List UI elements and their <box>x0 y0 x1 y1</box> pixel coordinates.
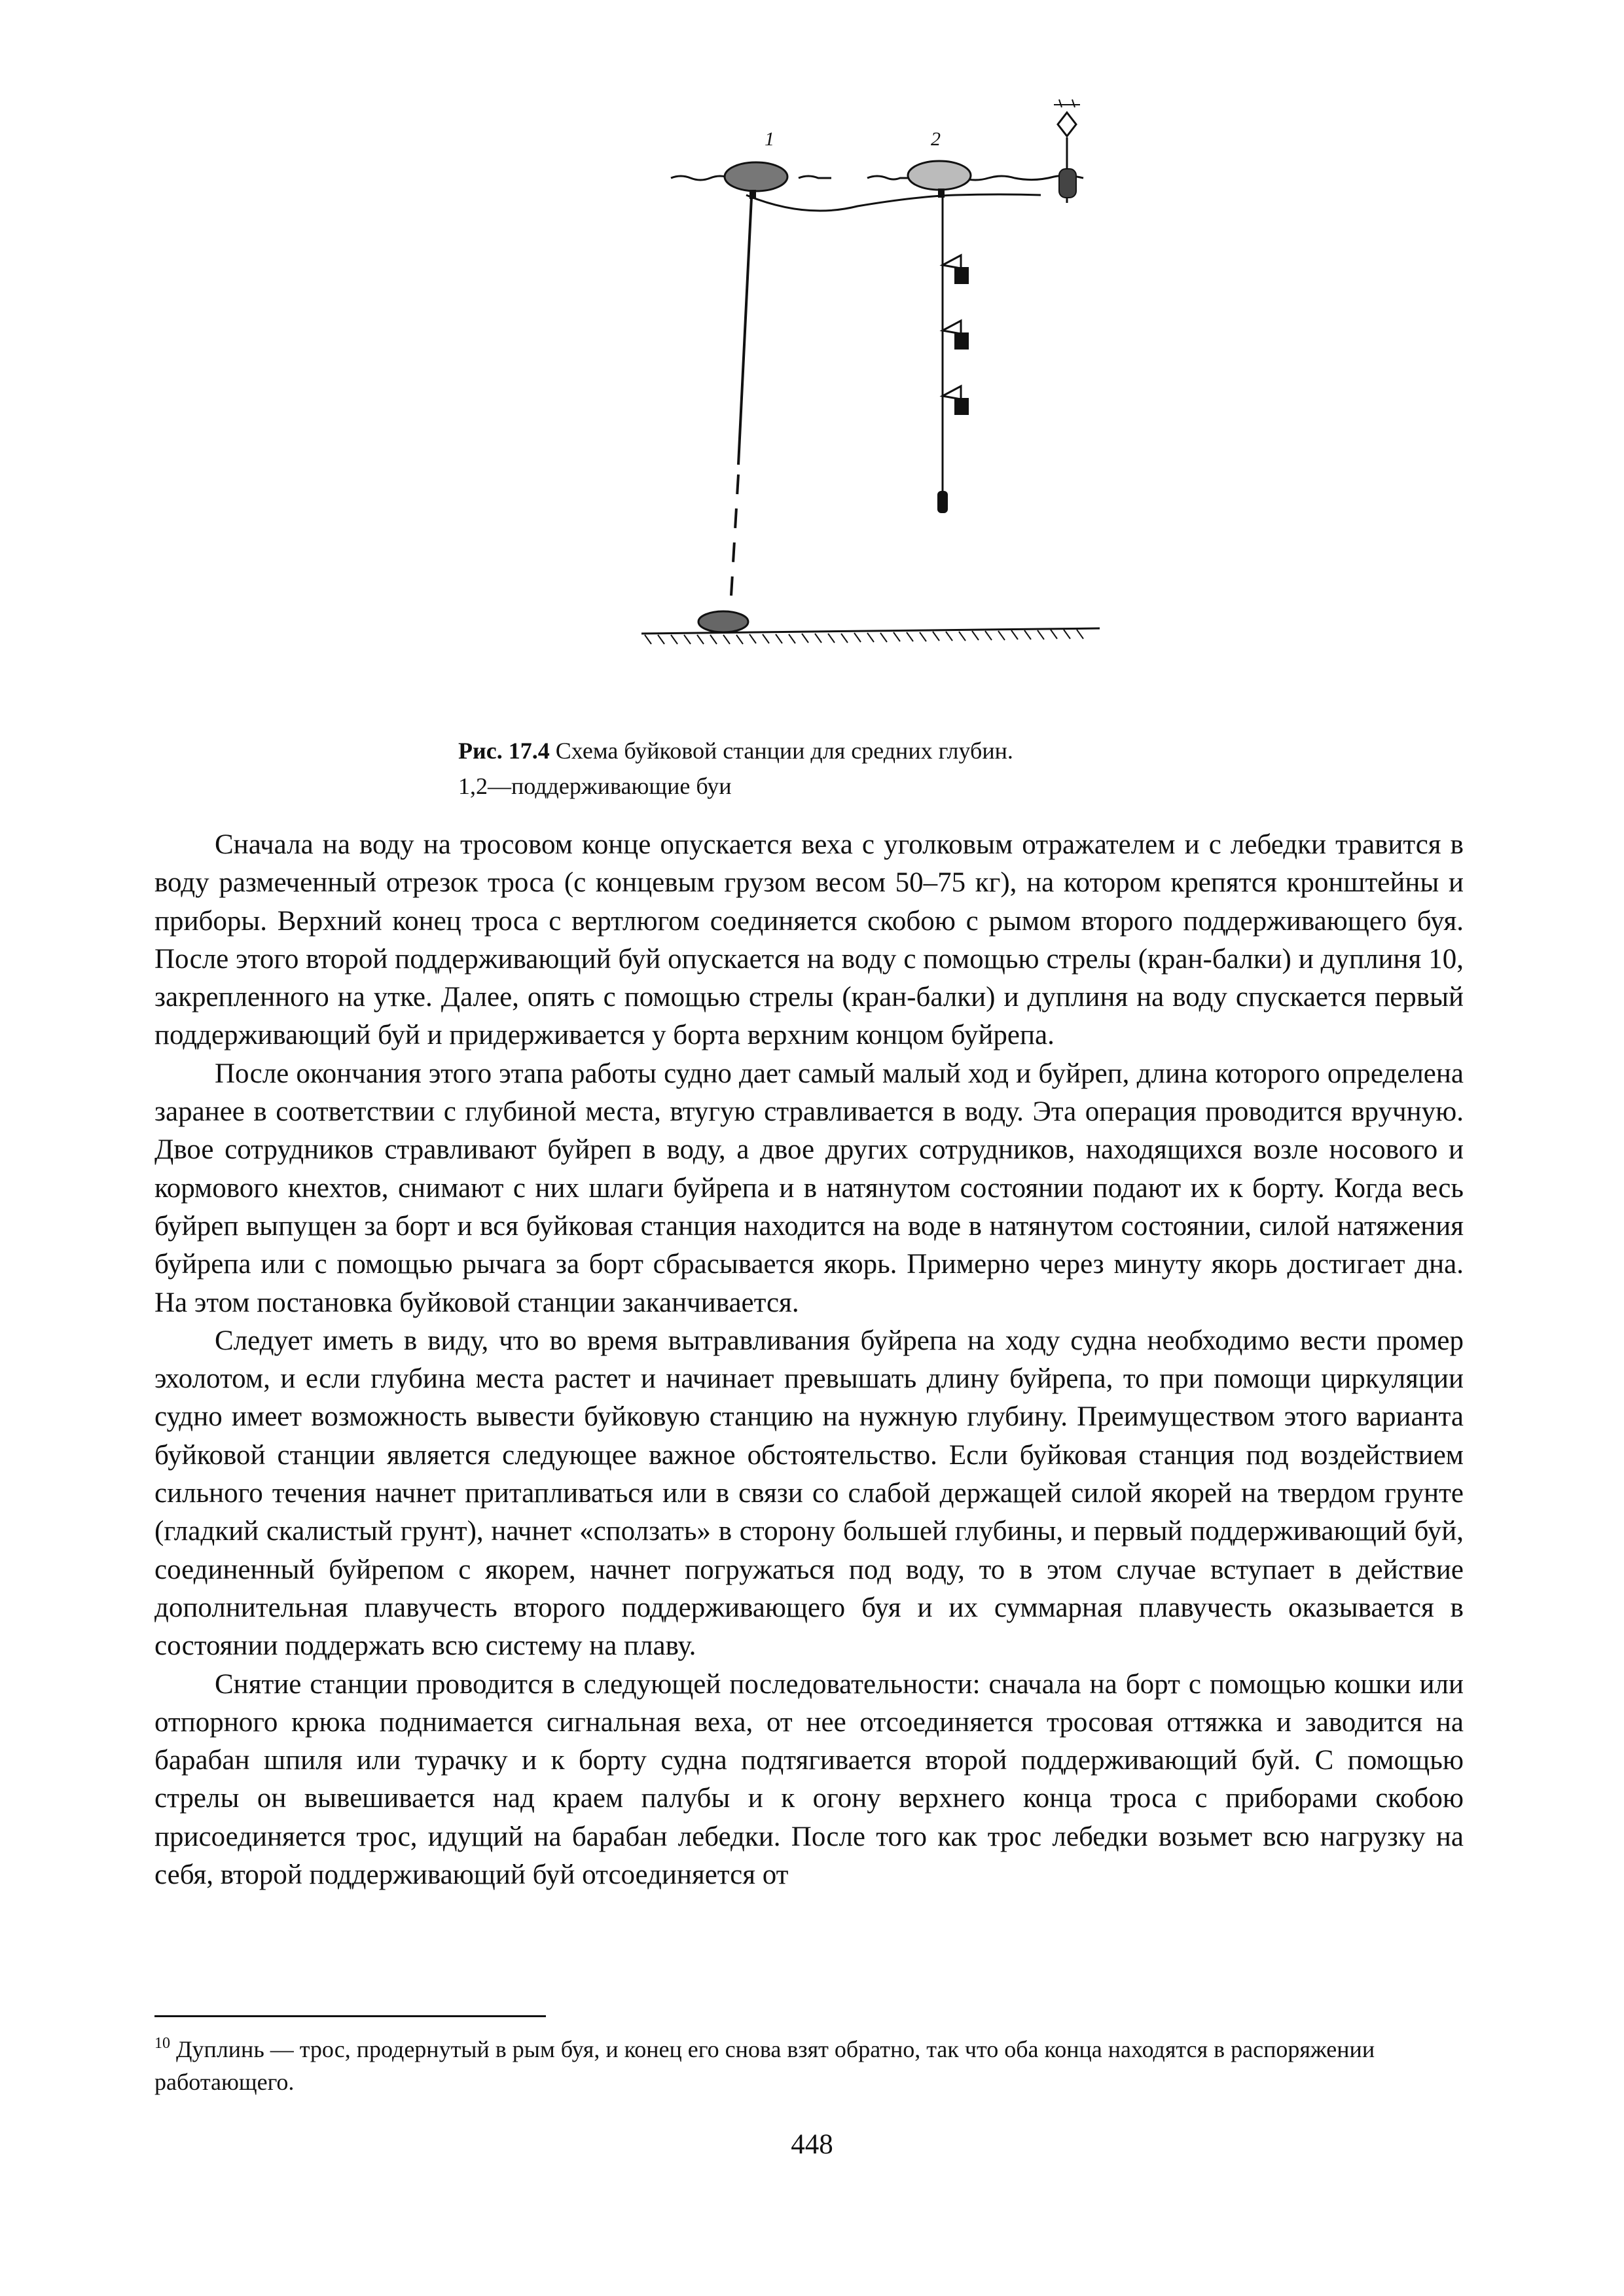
instrument <box>954 267 969 284</box>
anchor-line-solid <box>738 198 751 465</box>
caption-number: Рис. 17.4 <box>458 738 550 764</box>
figure-caption <box>458 733 1244 804</box>
footnote <box>154 2033 1464 2098</box>
buoy-station-diagram <box>641 98 1126 661</box>
connecting-line <box>746 194 1041 211</box>
caption-legend: 1,2—поддерживающие буи <box>458 773 732 799</box>
paragraph: Сначала на воду на тросовом конце опускается веха с уголковым отражателем и с лебедки травится в воду размеченный отрезок троса (с концевым грузом весом 50–75 кг), на котором крепятся кронштейны и приборы. Верхний конец троса с вертлюгом соединяется скобою с рымом второго поддерживающего буя. После этого второй поддерживающий буй опускается на воду с помощью стрелы (кран-балки) и дуплиня 10, закрепленного на утке. Далее, опять с помощью стрелы (кран-балки) и дуплиня на воду спускается первый поддерживающий буй и придерживается у борта верхним концом буйрепа. <box>154 829 1464 1051</box>
reflector-top <box>1054 99 1080 107</box>
paragraph: Снятие станции проводится в следующей последовательности: сначала на борт с помощью кошки или отпорного крюка поднимается сигнальная веха, от нее отсоединяется тросовая оттяжка и заводится на барабан шпиля или турачку и к борту судна подтягивается второй поддерживающий буй. С помощью стрелы он вывешивается над краем палубы и к огону верхнего конца троса с приборами скобою присоединяется трос, идущий на барабан лебедки. После того как трос лебедки возьмет всю нагрузку на себя, второй поддерживающий буй отсоединяется от <box>154 1668 1464 1891</box>
buoy-2-ring <box>938 188 945 198</box>
footnote-divider <box>154 2015 546 2017</box>
radar-reflector <box>1058 113 1076 136</box>
footnote-text: Дуплинь — трос, продернутый в рым буя, и конец его снова взят обратно, так что оба конца находятся в распоряжении работающего. <box>154 2036 1375 2095</box>
page-number: 448 <box>791 2129 833 2160</box>
anchor <box>698 611 748 632</box>
buoy-1-label: 1 <box>765 128 774 150</box>
buoy-2 <box>908 161 971 190</box>
anchor-line-dashed <box>731 475 738 596</box>
paragraph: Следует иметь в виду, что во время вытравливания буйрепа на ходу судна необходимо вести промер эхолотом, и если глубина места растет и начинает превышать длину буйрепа, то при помощи циркуляции судно имеет возможность вывести буйковую станцию на нужную глубину. Преимуществом этого варианта буйковой станции является следующее важное обстоятельство. Если буйковая станция под воздействием сильного течения начнет притапливаться или в связи со слабой держащей силой якорей на твердом грунте (гладкий скалистый грунт), начнет «сползать» в сторону большей глубины, и первый поддерживающий буй, соединенный буйрепом с якорем, начнет погружаться под воду, то в этом случае вступает в действие дополнительная плавучесть второго поддерживающего буя и их суммарная плавучесть оказывается в состоянии поддержать всю систему на плаву. <box>154 1325 1464 1662</box>
instrument <box>954 332 969 350</box>
end-weight <box>937 491 948 513</box>
buoy-1-ring <box>749 190 756 199</box>
buoy-1 <box>725 162 787 191</box>
instrument <box>954 398 969 415</box>
body-text <box>154 826 1464 1894</box>
footnote-number: 10 <box>154 2035 170 2052</box>
buoy-2-label: 2 <box>931 128 941 150</box>
paragraph: После окончания этого этапа работы судно дает самый малый ход и буйреп, длина которого определена заранее в соответствии с глубиной места, втугую стравливается в воду. Эта операция проводится вручную. Двое сотрудников стравливают буйреп в воду, а двое других сотрудников, находящихся возле носового и кормового кнехтов, снимают с них шлаги буйрепа и в натянутом состоянии подают их к борту. Когда весь буйреп выпущен за борт и вся буйковая станция находится на воде в натянутом состоянии, силой натяжения буйрепа или с помощью рычага за борт сбрасывается якорь. Примерно через минуту якорь достигает дна. На этом постановка буйковой станции заканчивается. <box>154 1058 1464 1318</box>
caption-text: Схема буйковой станции для средних глубин. <box>549 738 1013 764</box>
marker-float <box>1059 169 1076 198</box>
